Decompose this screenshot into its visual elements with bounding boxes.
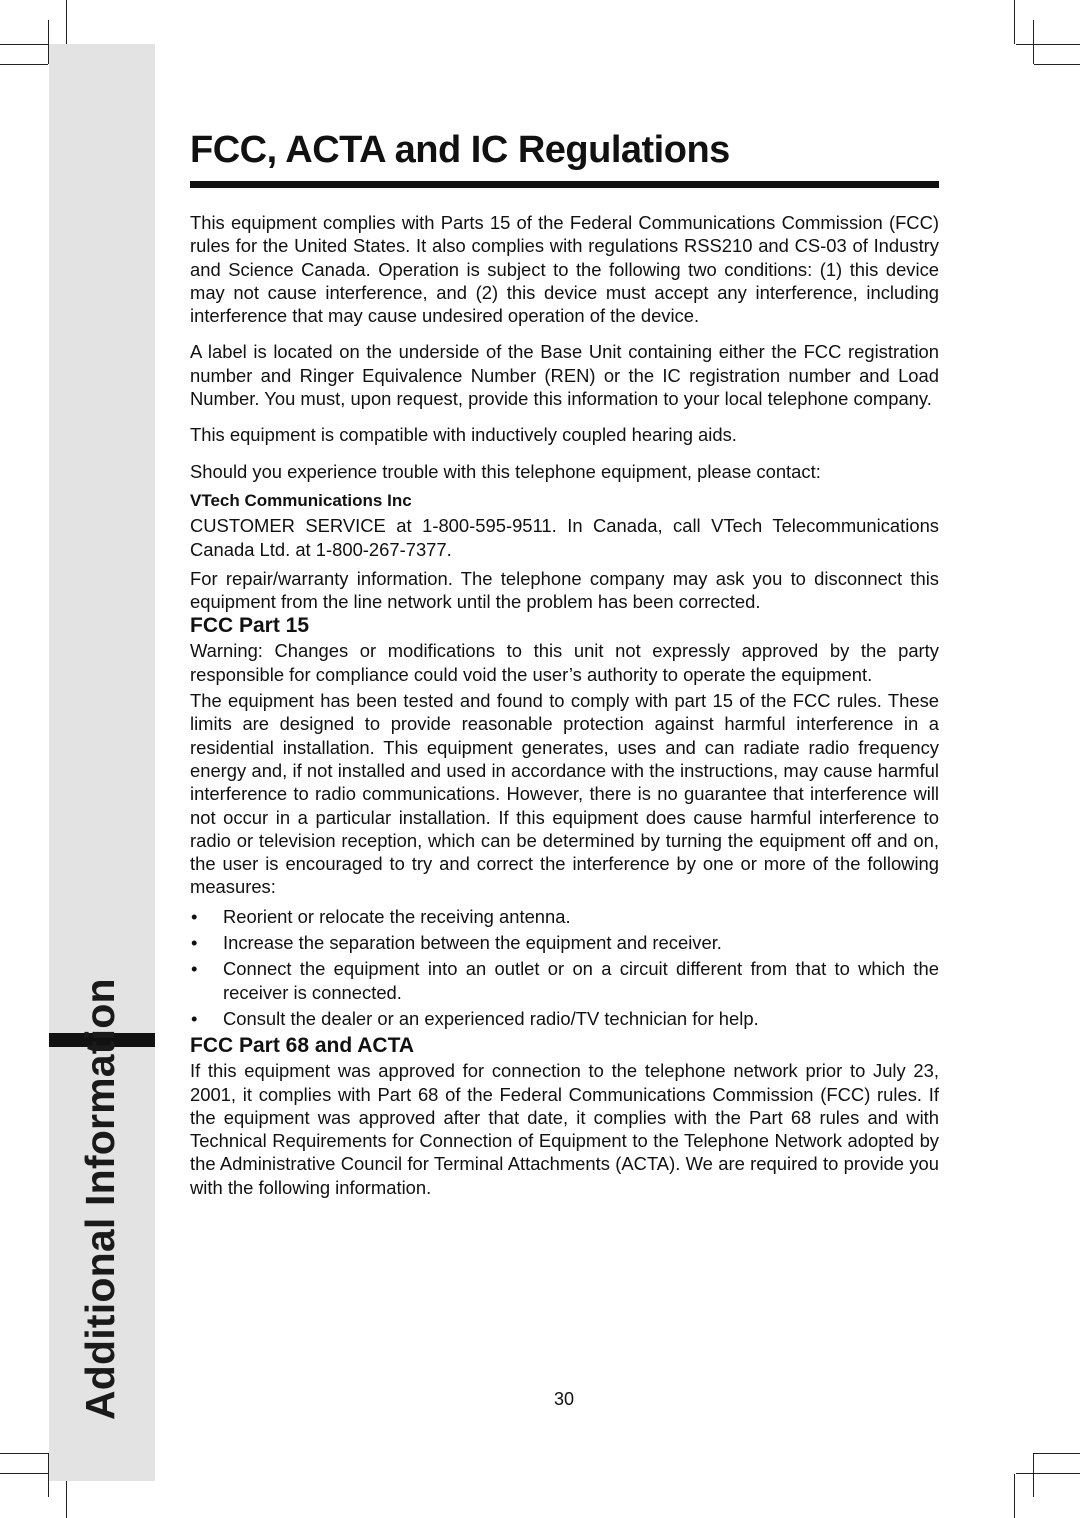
crop-mark (1016, 1473, 1080, 1474)
list-item: • Consult the dealer or an experienced radio/TV technician for help. (190, 1007, 939, 1030)
crop-mark (66, 0, 67, 44)
part68-paragraph: If this equipment was approved for connection to the telephone network prior to July 23, 2001, it complies with Part 68 of the Federal Communications Commission (FCC) rules. If the equipment was approved after that date, it complies with the Part 68 rules and with Technical Requirements for Connection of Equipment to the Telephone Network adopted by the Administrative Council for Terminal Attachments (ACTA). We are required to provide you with the following information. (190, 1060, 939, 1198)
company-name: VTech Communications Inc (190, 490, 412, 510)
list-item: • Reorient or relocate the receiving antenna. (190, 905, 939, 928)
crop-mark (1014, 1474, 1015, 1518)
page-title: FCC, ACTA and IC Regulations (190, 129, 730, 171)
part15-paragraph: The equipment has been tested and found to comply with part 15 of the FCC rules. These limits are designed to provide reasonable protection against harmful interference in a residential installation. This equipment generates, uses and can radiate radio frequency energy and, if not installed and used in accordance with the instructions, may cause harmful interference to radio communications. However, there is no guarantee that interference will not occur in a particular installation. If this equipment does cause harmful interference to radio or television reception, which can be determined by turning the equipment off and on, the user is encouraged to try and correct the interference by one or more of the following measures: (190, 690, 939, 898)
main-content (190, 211, 939, 1199)
crop-mark (1033, 1453, 1034, 1497)
intro-paragraph: CUSTOMER SERVICE at 1-800-595-9511. In Canada, call VTech Telecommunications Canada Ltd. at 1-800-267-7377. (190, 515, 939, 560)
crop-mark (0, 1453, 48, 1454)
intro-paragraph: This equipment complies with Parts 15 of the Federal Communications Commission (FCC) rules for the United States. It also complies with regulations RSS210 and CS-03 of Industry and Science Canada. Operation is subject to the following two conditions: (1) this device may not cause interference, and (2) this device must accept any interference, including interference that may cause undesired operation of the device. (190, 212, 939, 327)
crop-mark (1016, 44, 1080, 45)
list-item: • Connect the equipment into an outlet or on a circuit different from that to which the receiver is connected. (190, 957, 939, 1004)
crop-mark (1033, 20, 1034, 64)
crop-mark (1034, 64, 1080, 65)
intro-paragraph: Should you experience trouble with this telephone equipment, please contact: (190, 460, 821, 482)
measures-list (190, 905, 939, 1030)
intro-paragraph: This equipment is compatible with inductively coupled hearing aids. (190, 424, 737, 446)
intro-paragraph: For repair/warranty information. The telephone company may ask you to disconnect this equipment from the line network until the problem has been corrected. (190, 567, 939, 613)
intro-paragraph: A label is located on the underside of the Base Unit containing either the FCC registration number and Ringer Equivalence Number (REN) or the IC registration number and Load Number. You must, upon request, provide this information to your local telephone company. (190, 341, 939, 410)
crop-mark (1014, 0, 1015, 44)
title-rule (190, 181, 939, 188)
list-item: • Increase the separation between the equipment and receiver. (190, 931, 939, 954)
crop-mark (0, 64, 48, 65)
part15-paragraph: Warning: Changes or modifications to this unit not expressly approved by the party responsible for compliance could void the user’s authority to operate the equipment. (190, 640, 939, 685)
crop-mark (1034, 1453, 1080, 1454)
section-heading-fcc-part-68: FCC Part 68 and ACTA (190, 1034, 415, 1058)
section-heading-fcc-part-15: FCC Part 15 (190, 614, 310, 638)
page-number: 30 (553, 1389, 575, 1409)
sidebar-section-label: Additional Information (77, 978, 123, 1420)
